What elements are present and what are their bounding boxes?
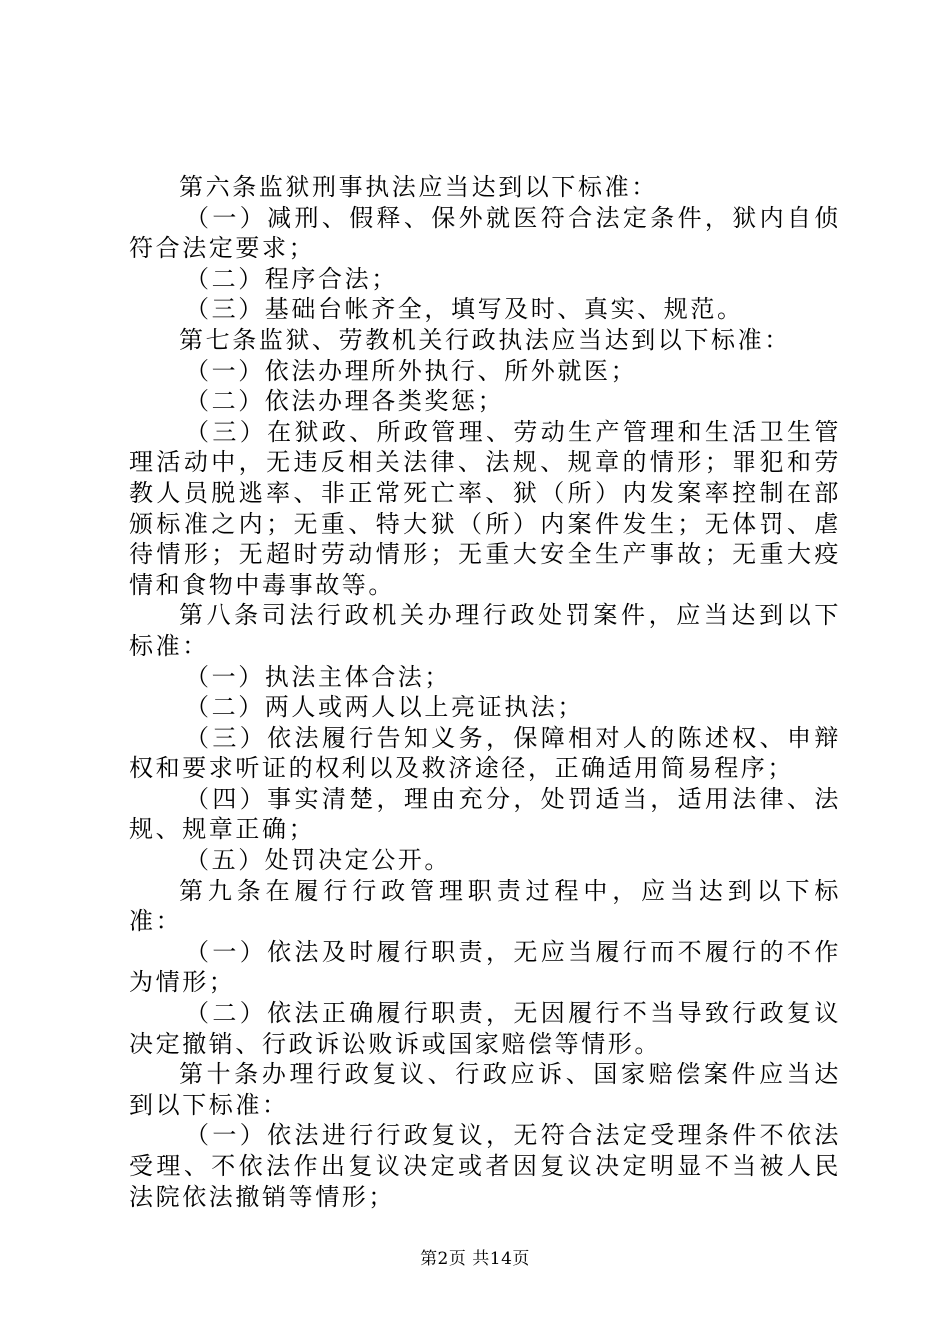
article-6-item-2: （二）程序合法；: [185, 264, 398, 293]
article-8-item-5: （五）处罚决定公开。: [185, 846, 451, 875]
article-8-item-2: （二）两人或两人以上亮证执法；: [185, 693, 584, 722]
document-body: [129, 172, 841, 1212]
page-number-footer: 第2页 共14页: [420, 1249, 530, 1269]
article-10-item-1: （一）依法进行行政复议，无符合法定受理条件不依法受理、不依法作出复议决定或者因复议决定明显不当被人民法院依法撤销等情形；: [129, 1121, 841, 1211]
article-7-heading: 第七条监狱、劳教机关行政执法应当达到以下标准：: [179, 325, 791, 354]
article-6-heading: 第六条监狱刑事执法应当达到以下标准：: [179, 173, 658, 201]
article-7-item-3: （三）在狱政、所政管理、劳动生产管理和生活卫生管理活动中，无违反相关法律、法规、规章的情形；罪犯和劳教人员脱逃率、非正常死亡率、狱（所）内发案率控制在部颁标准之内；无重、特大狱（所）内案件发生；无体罚、虐待情形；无超时劳动情形；无重大安全生产事故；无重大疫情和食物中毒事故等。: [129, 417, 841, 599]
article-8-heading: 第八条司法行政机关办理行政处罚案件，应当达到以下标准：: [129, 601, 841, 660]
article-6-item-3: （三）基础台帐齐全，填写及时、真实、规范。: [185, 295, 744, 324]
article-9-item-1: （一）依法及时履行职责，无应当履行而不履行的不作为情形；: [129, 937, 841, 997]
article-8-item-4: （四）事实清楚，理由充分，处罚适当，适用法律、法规、规章正确；: [129, 784, 841, 844]
article-8-item-3: （三）依法履行告知义务，保障相对人的陈述权、申辩权和要求听证的权利以及救济途径，正确适用简易程序；: [129, 723, 841, 783]
article-7-item-1: （一）依法办理所外执行、所外就医；: [185, 356, 638, 385]
article-9-heading: 第九条在履行行政管理职责过程中，应当达到以下标准：: [129, 876, 841, 936]
article-7-item-2: （二）依法办理各类奖惩；: [185, 387, 505, 416]
article-9-item-2: （二）依法正确履行职责，无因履行不当导致行政复议决定撤销、行政诉讼败诉或国家赔偿等情形。: [129, 999, 841, 1058]
article-8-item-1: （一）执法主体合法；: [185, 662, 451, 691]
article-6-item-1: （一）减刑、假释、保外就医符合法定条件，狱内自侦符合法定要求；: [129, 203, 841, 263]
article-10-heading: 第十条办理行政复议、行政应诉、国家赔偿案件应当达到以下标准：: [129, 1060, 841, 1119]
